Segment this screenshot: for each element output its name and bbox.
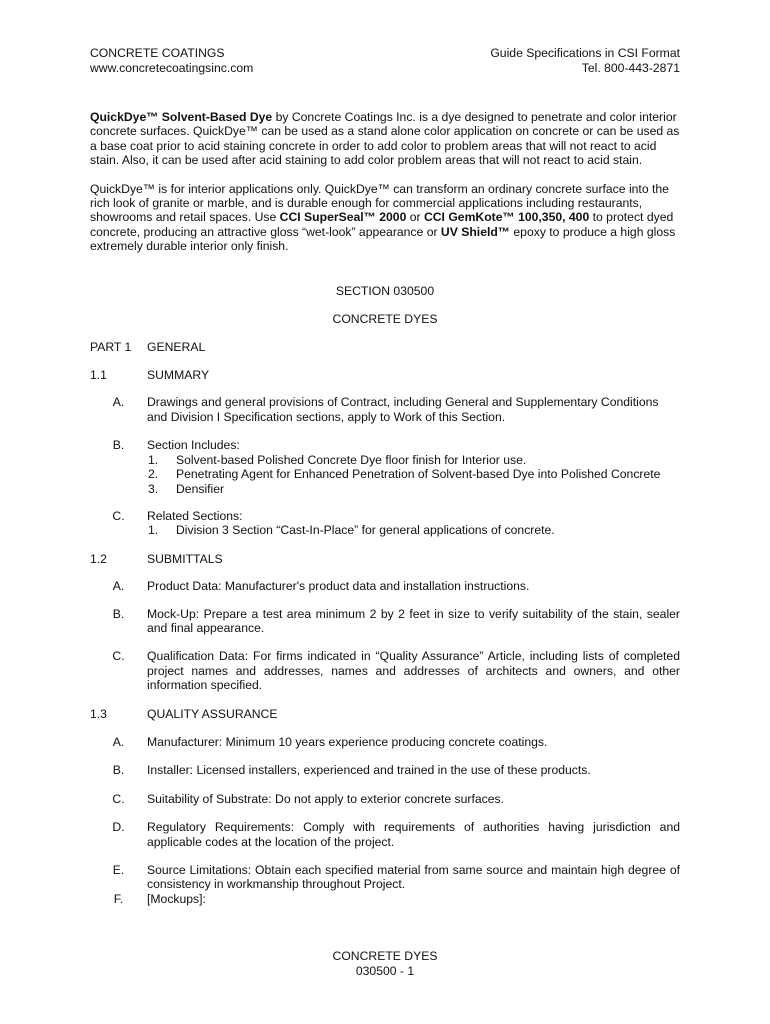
sub-item [147, 453, 680, 467]
sub-item-number: 1. [148, 452, 159, 467]
article-heading [90, 368, 680, 382]
intro-text-2e: epoxy to produce a high gloss extremely durable interior only finish. [90, 224, 676, 254]
intro-text-2c: or [406, 210, 424, 225]
item-text: Installer: Licensed installers, experienced and trained in the use of these products. [147, 763, 591, 778]
section-number: SECTION 030500 [335, 283, 435, 298]
item-text: Mock-Up: Prepare a test area minimum 2 by 2 feet in size to verify suitability of the stain, sealer and final appearance. [147, 606, 680, 635]
section-title: CONCRETE DYES [332, 311, 438, 326]
article-title: QUALITY ASSURANCE [147, 706, 278, 721]
sub-item-text: Densifier [176, 481, 225, 496]
part-number: PART 1 [90, 339, 132, 354]
paragraph-item [90, 863, 680, 892]
footer-title: CONCRETE DYES [332, 949, 438, 963]
item-letter: C. [112, 649, 125, 664]
item-text: Suitability of Substrate: Do not apply to exterior concrete surfaces. [147, 791, 505, 806]
product-uvshield: UV Shield™ [440, 224, 510, 239]
item-letter: D. [112, 820, 125, 835]
sub-item [147, 523, 680, 537]
sub-item [147, 467, 680, 481]
sub-item-number: 1. [148, 523, 159, 538]
sub-item [147, 482, 680, 496]
paragraph-item [90, 649, 680, 692]
paragraph-item [90, 509, 680, 538]
paragraph-item [90, 579, 680, 593]
sub-item-number: 3. [148, 481, 159, 496]
intro-text-2a: QuickDye™ is for interior applications only. QuickDye™ can transform an ordinary concrete surface into the rich look of granite or marble, and is durable enough for commercial applications including restaurants, showrooms and retail spaces. Use [90, 181, 669, 225]
paragraph-item [90, 792, 680, 806]
page-header [90, 46, 680, 76]
item-text: Regulatory Requirements: Comply with requirements of authorities having jurisdiction and applicable codes at the location of the project. [147, 820, 680, 849]
spec-format: Guide Specifications in CSI Format [490, 46, 680, 60]
part-heading [90, 340, 680, 354]
phone-number: Tel. 800-443-2871 [581, 61, 680, 75]
item-letter: B. [112, 438, 125, 453]
intro-text-1: by Concrete Coatings Inc. is a dye designed to penetrate and color interior concrete surfaces. QuickDye™ can be used as a stand alone color application on concrete or can be used as a base coat prior to acid staining concrete in order to add color to problem areas that will not react to acid stain. Also, it can be used after acid staining to add color problem areas that will not react to acid stain. [90, 110, 680, 168]
paragraph-item [90, 735, 680, 749]
item-letter: C. [112, 508, 125, 523]
sub-item-text: Penetrating Agent for Enhanced Penetration of Solvent-based Dye into Polished Concrete [176, 467, 661, 482]
item-letter: C. [112, 791, 125, 806]
sub-item-text: Division 3 Section “Cast-In-Place” for general applications of concrete. [176, 523, 555, 538]
item-letter: F. [113, 891, 124, 906]
paragraph-item [90, 763, 680, 777]
item-letter: A. [112, 734, 125, 749]
item-text: Manufacturer: Minimum 10 years experience producing concrete coatings. [147, 734, 548, 749]
article-title: SUBMITTALS [147, 551, 223, 566]
paragraph-item [90, 892, 680, 906]
part-title: GENERAL [147, 339, 206, 354]
document-page [90, 46, 680, 906]
item-letter: B. [112, 763, 125, 778]
product-name: QuickDye™ Solvent-Based Dye [90, 110, 273, 124]
item-text: [Mockups]: [147, 891, 206, 906]
item-letter: A. [112, 579, 125, 594]
article-heading [90, 552, 680, 566]
item-letter: E. [112, 863, 125, 877]
product-gemkote: CCI GemKote™ 100,350, 400 [423, 210, 590, 225]
article-number: 1.2 [90, 551, 107, 566]
page-number: 030500 - 1 [355, 963, 415, 978]
article-number: 1.1 [90, 368, 107, 383]
item-letter: A. [112, 395, 125, 410]
sub-item-text: Solvent-based Polished Concrete Dye floor finish for Interior use. [176, 452, 527, 467]
item-text: Qualification Data: For firms indicated in “Quality Assurance” Article, including lists of completed project names and addresses, names and addresses of architects and owners, and other information specified. [147, 649, 680, 693]
page-footer [0, 949, 770, 978]
intro-text-2d: to protect dyed concrete, producing an attractive gloss “wet-look” appearance or [90, 210, 674, 239]
item-text: Drawings and general provisions of Contract, including General and Supplementary Conditions and Division I Specification sections, apply to Work of this Section. [147, 395, 659, 424]
paragraph-item [90, 820, 680, 849]
paragraph-item [90, 607, 680, 636]
intro-paragraph-1 [90, 110, 680, 168]
item-text: Product Data: Manufacturer's product data and installation instructions. [147, 579, 530, 594]
paragraph-item [90, 438, 680, 496]
intro-paragraph-2 [90, 182, 680, 254]
article-title: SUMMARY [147, 368, 210, 383]
company-website: www.concretecoatingsinc.com [90, 61, 254, 75]
item-text: Related Sections: [147, 508, 243, 523]
company-name: CONCRETE COATINGS [90, 46, 225, 60]
item-letter: B. [112, 606, 125, 621]
paragraph-item [90, 395, 680, 424]
sub-item-number: 2. [148, 467, 159, 482]
item-text: Source Limitations: Obtain each specified material from same source and maintain high degree of consistency in workmanship throughout Project. [147, 863, 680, 892]
article-heading [90, 707, 680, 721]
article-number: 1.3 [90, 706, 107, 721]
item-text: Section Includes: [147, 438, 240, 453]
product-superseal: CCI SuperSeal™ 2000 [279, 210, 407, 225]
